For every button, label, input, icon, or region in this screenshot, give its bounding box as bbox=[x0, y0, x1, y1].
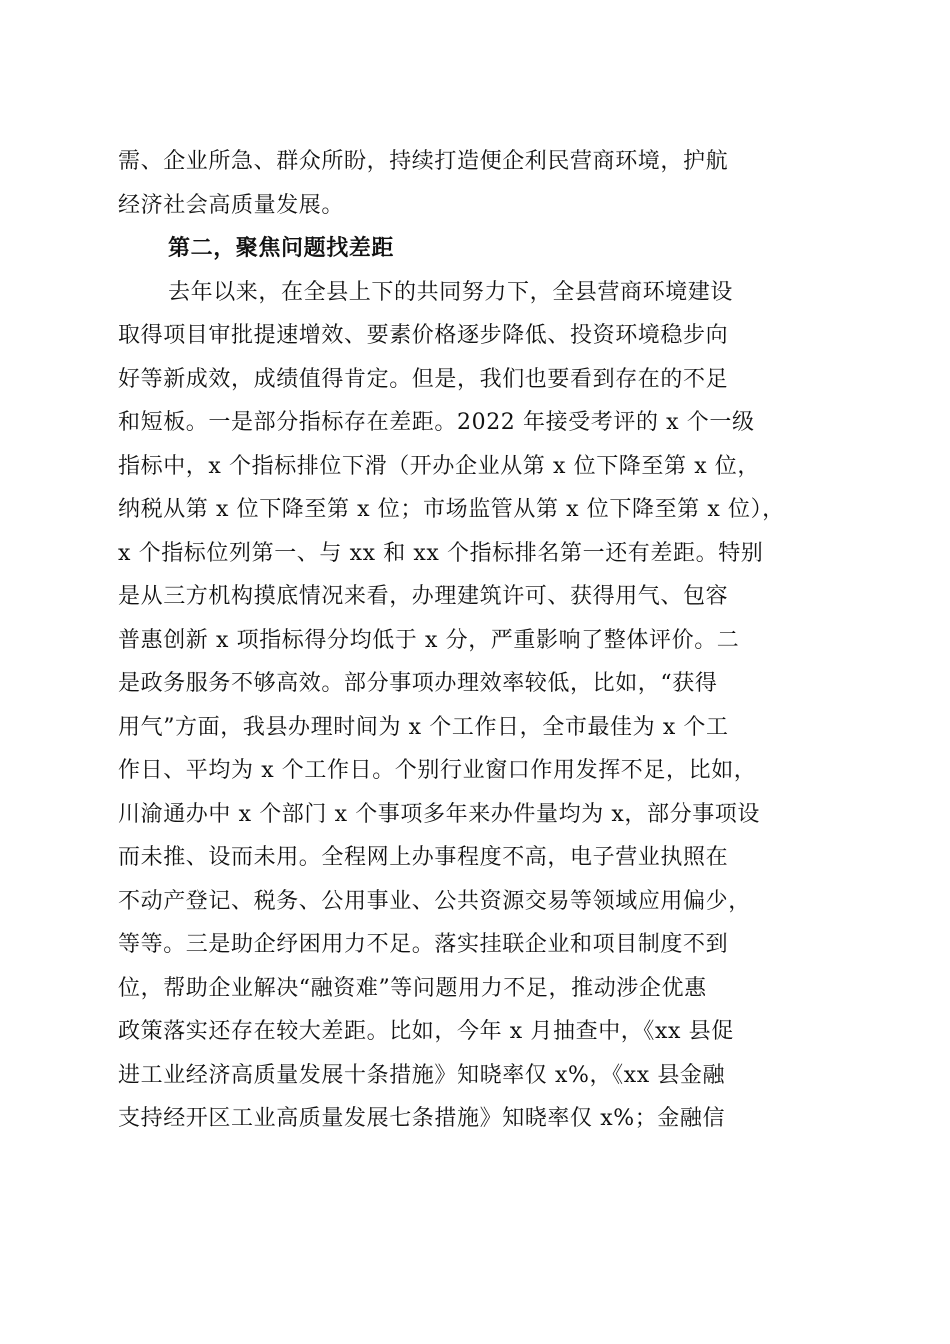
text-line: 是从三方机构摸底情况来看，办理建筑许可、获得用气、包容 bbox=[118, 584, 729, 609]
text-line: 支持经开区工业高质量发展七条措施》知晓率仅 x%；金融信 bbox=[118, 1106, 726, 1131]
text-line: 取得项目审批提速增效、要素价格逐步降低、投资环境稳步向 bbox=[118, 323, 729, 348]
text-line: 作日、平均为 x 个工作日。个别行业窗口作用发挥不足，比如， bbox=[118, 758, 757, 783]
text-line: 等等。三是助企纾困用力不足。落实挂联企业和项目制度不到 bbox=[118, 932, 729, 957]
text-line: 好等新成效，成绩值得肯定。但是，我们也要看到存在的不足 bbox=[118, 366, 729, 392]
text-line: 而未推、设而未用。全程网上办事程度不高，电子营业执照在 bbox=[118, 845, 729, 870]
document-body bbox=[118, 140, 838, 1141]
section-heading: 第二，聚焦问题找差距 bbox=[168, 235, 395, 261]
text-line: 政策落实还存在较大差距。比如，今年 x 月抽查中，《xx 县促 bbox=[118, 1019, 734, 1044]
text-line: 纳税从第 x 位下降至第 x 位；市场监管从第 x 位下降至第 x 位）， bbox=[118, 497, 785, 522]
text-line: 用气”方面，我县办理时间为 x 个工作日，全市最佳为 x 个工 bbox=[118, 714, 729, 740]
text-line: 进工业经济高质量发展十条措施》知晓率仅 x%，《xx 县金融 bbox=[118, 1062, 726, 1088]
text-line: 位，帮助企业解决“融资难”等问题用力不足，推动涉企优惠 bbox=[118, 975, 707, 1001]
text-line: 指标中，x 个指标排位下滑（开办企业从第 x 位下降至第 x 位， bbox=[118, 453, 760, 479]
text-line: 川渝通办中 x 个部门 x 个事项多年来办件量均为 x，部分事项设 bbox=[118, 801, 760, 827]
text-line: 不动产登记、税务、公用事业、公共资源交易等领域应用偏少， bbox=[118, 888, 751, 914]
paragraph-first-line: 去年以来，在全县上下的共同努力下，全县营商环境建设 bbox=[168, 279, 734, 305]
text-line: x 个指标位列第一、与 xx 和 xx 个指标排名第一还有差距。特别 bbox=[118, 540, 764, 566]
text-line: 普惠创新 x 项指标得分均低于 x 分，严重影响了整体评价。二 bbox=[118, 627, 740, 653]
text-line: 经济社会高质量发展。 bbox=[118, 192, 345, 218]
text-line: 和短板。一是部分指标存在差距。2022 年接受考评的 x 个一级 bbox=[118, 410, 755, 435]
text-line: 是政务服务不够高效。部分事项办理效率较低，比如，“获得 bbox=[118, 671, 718, 696]
text-line: 需、企业所急、群众所盼，持续打造便企利民营商环境，护航 bbox=[118, 149, 729, 174]
